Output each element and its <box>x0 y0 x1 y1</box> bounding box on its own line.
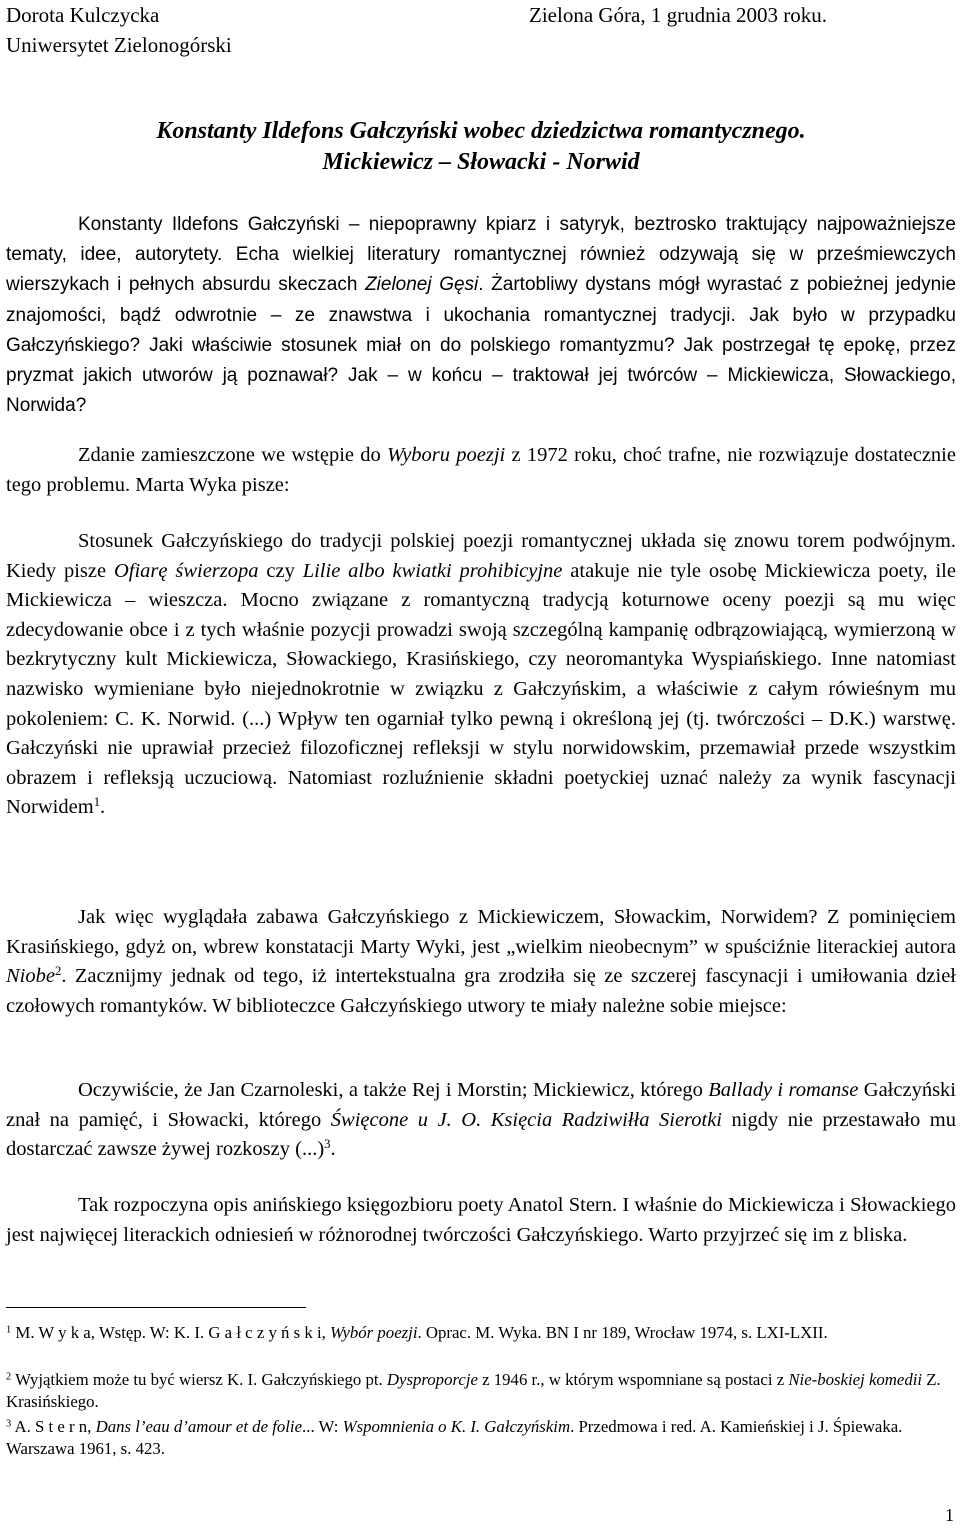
paragraph-wyka-intro: Zdanie zamieszczone we wstępie do Wyboru poezji z 1972 roku, choć trafne, nie rozwiązuje dostatecznie tego problemu. Marta Wyka pisze: <box>6 444 956 496</box>
title-line-2: Mickiewicz – Słowacki - Norwid <box>322 149 640 175</box>
title-line-1: Konstanty Ildefons Gałczyński wobec dziedzictwa romantycznego. <box>156 118 806 144</box>
footnote-ref-2[interactable]: 2 <box>54 964 62 979</box>
paragraph-intro: Konstanty Ildefons Gałczyński – niepoprawny kpiarz i satyryk, beztrosko traktujący najpoważniejsze tematy, idee, autorytety. Echa wielkiej literatury romantycznej również odzywają się w prześmiewczych wierszykach i pełnych absurdu skeczach Zielonej Gęsi. Żartobliwy dystans mógł wyrastać z pobieżnej jedynie znajomości, bądź odwrotnie – ze znawstwa i ukochania romantycznej tradycji. Jak było w przypadku Gałczyńskiego? Jaki właściwie stosunek miał on do polskiego romantyzmu? Jak postrzegał tę epokę, przez pryzmat jakich utworów ją poznawał? Jak – w końcu – traktował jej twórców – Mickiewicza, Słowackiego, Norwida? <box>6 214 957 417</box>
paragraph-stern: Tak rozpoczyna opis anińskiego księgozbioru poety Anatol Stern. I właśnie do Mickiewicza i Słowackiego jest najwięcej literackich odniesień w różnorodnej twórczości Gałczyńskiego. Warto przyjrzeć się im z bliska. <box>6 1194 956 1246</box>
article-title <box>6 116 956 178</box>
quote-stern: Oczywiście, że Jan Czarnoleski, a także Rej i Morstin; Mickiewicz, którego Ballady i romanse Gałczyński znał na pamięć, i Słowacki, którego Święcone u J. O. Księcia Radziwiłła Sierotki nigdy nie przestawało mu dostarczać zawsze żywej rozkoszy (...)$^3$. <box>6 1079 956 1160</box>
footnote-2: $^2$ Wyjątkiem może tu być wiersz K. I. Gałczyńskiego pt. Dysproporcje z 1946 r., w którym wspomniane są postaci z Nie-boskiej komedii Z. Krasińskiego. <box>6 1370 941 1411</box>
footnote-separator <box>6 1307 306 1308</box>
paragraph-play: Jak więc wyglądała zabawa Gałczyńskiego z Mickiewiczem, Słowackim, Norwidem? Z pominięciem Krasińskiego, gdyż on, wbrew konstatacji Marty Wyki, jest „wielkim nieobecnym” w spuściźnie literackiej autora Niobe$^2$. Zacznijmy jednak od tego, iż intertekstualna gra zrodziła się ze szczerej fascynacji i umiłowania dzieł czołowych romantyków. W biblioteczce Gałczyńskiego utwory te miały należne sobie miejsce: <box>6 906 956 1017</box>
university-name: Uniwersytet Zielonogórski <box>6 33 232 57</box>
header-left <box>6 0 232 60</box>
document-page <box>6 0 956 1534</box>
footnote-3: $^3$ A. S t e r n, Dans l’eau d’amour et de folie... W: Wspomnienia o K. I. Gałczyńskim. Przedmowa i red. A. Kamieńskiej i J. Śpiewaka. Warszawa 1961, s. 423. <box>6 1417 903 1458</box>
author-name: Dorota Kulczycka <box>6 3 160 27</box>
footnote-ref-3[interactable]: 3 <box>324 1137 331 1152</box>
footnote-ref-1[interactable]: 1 <box>93 795 101 810</box>
page-number: 1 <box>945 1505 954 1525</box>
footnote-1: $^1$ M. W y k a, Wstęp. W: K. I. G a ł c z y ń s k i, Wybór poezji. Oprac. M. Wyka. BN I nr 189, Wrocław 1974, s. LXI-LXII. <box>6 1323 828 1342</box>
place-date: Zielona Góra, 1 grudnia 2003 roku. <box>529 3 828 27</box>
quote-wyka: Stosunek Gałczyńskiego do tradycji polskiej poezji romantycznej układa się znowu torem podwójnym. Kiedy pisze Ofiarę świerzopa czy Lilie albo kwiatki prohibicyjne atakuje nie tyle osobę Mickiewicza poety, ile Mickiewicza – wieszcza. Mocno związane z romantyczną tradycją koturnowe oceny poezji są mu więc zdecydowanie obce i z tych właśnie pozycji prowadzi swoją szczególną kampanię odbrązowiającą, wymierzoną w bezkrytyczny kult Mickiewicza, Słowackiego, Krasińskiego, czy neoromantyka Wyspiańskiego. Inne natomiast nazwisko wymieniane było niejednokrotnie w związku z Gałczyńskim, a właściwie z całym rówieśnym mu pokoleniem: C. K. Norwid. (...) Wpływ ten ogarniał tylko pewną i określoną jej (tj. twórczości – D.K.) warstwę. Gałczyński nie uprawiał przecież filozoficznej refleksji w stylu norwidowskim, przemawiał przede wszystkim obrazem i refleksją uczuciową. Natomiast rozluźnienie składni poetyckiej uznać należy za wynik fascynacji Norwidem$^1$. <box>6 530 956 819</box>
